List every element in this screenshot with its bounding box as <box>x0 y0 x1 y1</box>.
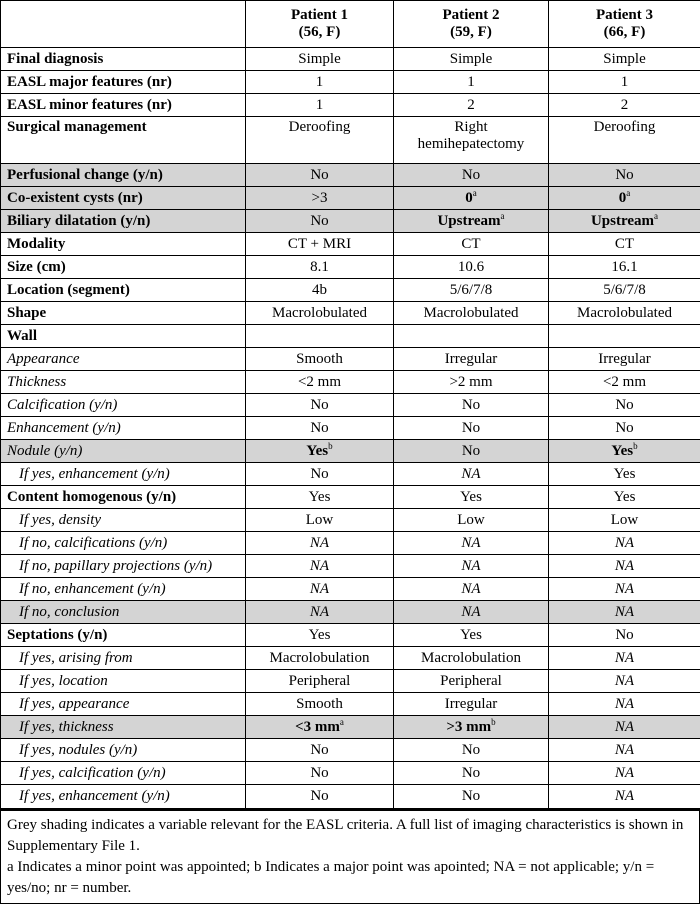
cell: Yes <box>246 624 394 647</box>
header-empty-cell <box>1 1 246 48</box>
row-label: Calcification (y/n) <box>1 394 246 417</box>
header-row <box>1 1 700 48</box>
footnote-shading-note: Grey shading indicates a variable relevant for the EASL criteria. A full list of imaging characteristics is shown in Supplementary File 1. <box>7 816 684 854</box>
cell: Deroofing <box>549 117 700 164</box>
cell: Low <box>549 509 700 532</box>
row-label: Size (cm) <box>1 256 246 279</box>
patient-3-header: Patient 3 (66, F) <box>549 1 700 48</box>
cell: NA <box>394 578 549 601</box>
cell: 4b <box>246 279 394 302</box>
cell: No <box>246 739 394 762</box>
cell: 10.6 <box>394 256 549 279</box>
cell: Macrolobulated <box>394 302 549 325</box>
cell: <3 $mm^a$ <box>246 716 394 739</box>
cell <box>246 325 394 348</box>
cell: Irregular <box>549 348 700 371</box>
row-label: If yes, location <box>1 670 246 693</box>
cell: NA <box>246 555 394 578</box>
cell: Peripheral <box>246 670 394 693</box>
cell: 16.1 <box>549 256 700 279</box>
cell: Deroofing <box>246 117 394 164</box>
cell: No <box>246 164 394 187</box>
row-label: If no, conclusion <box>1 601 246 624</box>
cell: Smooth <box>246 693 394 716</box>
table-row <box>1 417 700 440</box>
cell: 0$^a$ <box>549 187 700 210</box>
row-label: Co-existent cysts (nr) <box>1 187 246 210</box>
cell: Yes <box>549 463 700 486</box>
row-label: If yes, nodules (y/n) <box>1 739 246 762</box>
cell: Yes <box>549 486 700 509</box>
cell: Upstream$^a$ <box>549 210 700 233</box>
table-row <box>1 693 700 716</box>
cell: No <box>549 417 700 440</box>
row-label: If yes, appearance <box>1 693 246 716</box>
cell: NA <box>549 555 700 578</box>
cell: Irregular <box>394 348 549 371</box>
row-label: Nodule (y/n) <box>1 440 246 463</box>
row-label: Shape <box>1 302 246 325</box>
table-row <box>1 739 700 762</box>
row-label: Enhancement (y/n) <box>1 417 246 440</box>
cell: Simple <box>246 48 394 71</box>
table-row <box>1 578 700 601</box>
table-row <box>1 716 700 739</box>
row-label: Modality <box>1 233 246 256</box>
row-label: Final diagnosis <box>1 48 246 71</box>
table-row <box>1 624 700 647</box>
table-row <box>1 256 700 279</box>
table-row <box>1 785 700 808</box>
cell: Yes$^b$ <box>246 440 394 463</box>
cell: No <box>549 624 700 647</box>
cell: 2 <box>549 94 700 117</box>
cell: Yes <box>394 624 549 647</box>
row-label: If yes, thickness <box>1 716 246 739</box>
cell: >3 $mm^b$ <box>394 716 549 739</box>
cell: No <box>394 164 549 187</box>
cell: NA <box>549 762 700 785</box>
table-row <box>1 394 700 417</box>
cell: <2 mm <box>246 371 394 394</box>
row-label: Content homogenous (y/n) <box>1 486 246 509</box>
cell: No <box>394 739 549 762</box>
row-label: If yes, enhancement (y/n) <box>1 463 246 486</box>
row-label: If yes, enhancement (y/n) <box>1 785 246 808</box>
table-row <box>1 210 700 233</box>
cell: NA <box>549 739 700 762</box>
cell: 0$^a$ <box>394 187 549 210</box>
cell: NA <box>246 532 394 555</box>
cell: 1 <box>549 71 700 94</box>
row-label: If no, calcifications (y/n) <box>1 532 246 555</box>
cell: NA <box>549 647 700 670</box>
table-row <box>1 555 700 578</box>
cell: Macrolobulation <box>394 647 549 670</box>
cell: NA <box>246 601 394 624</box>
cell: Peripheral <box>394 670 549 693</box>
cell: >3 <box>246 187 394 210</box>
table-row <box>1 187 700 210</box>
row-label: If no, papillary projections (y/n) <box>1 555 246 578</box>
cell: >2 mm <box>394 371 549 394</box>
row-label: If yes, density <box>1 509 246 532</box>
cell: NA <box>394 463 549 486</box>
table-row <box>1 117 700 164</box>
cell: No <box>394 785 549 808</box>
cell: Macrolobulated <box>549 302 700 325</box>
table-row <box>1 71 700 94</box>
cell: 2 <box>394 94 549 117</box>
cell: NA <box>549 532 700 555</box>
cell: No <box>394 440 549 463</box>
row-label: If yes, arising from <box>1 647 246 670</box>
row-label: Surgical management <box>1 117 246 164</box>
table-row <box>1 762 700 785</box>
cell: NA <box>549 670 700 693</box>
patient-1-header: Patient 1 (56, F) <box>246 1 394 48</box>
cell: NA <box>394 555 549 578</box>
cell: Yes <box>394 486 549 509</box>
cell: No <box>246 785 394 808</box>
cell: No <box>246 394 394 417</box>
table-row <box>1 348 700 371</box>
cell: No <box>246 463 394 486</box>
cell: <2 mm <box>549 371 700 394</box>
cell: Low <box>246 509 394 532</box>
table-row <box>1 302 700 325</box>
cell: No <box>549 164 700 187</box>
cell: No <box>394 417 549 440</box>
cell <box>394 325 549 348</box>
cell: Macrolobulated <box>246 302 394 325</box>
table-row <box>1 670 700 693</box>
row-label: Thickness <box>1 371 246 394</box>
cell <box>549 325 700 348</box>
table-row <box>1 601 700 624</box>
cell: CT <box>394 233 549 256</box>
cell: NA <box>549 716 700 739</box>
cell: Upstream$^a$ <box>394 210 549 233</box>
table-row <box>1 486 700 509</box>
table-row <box>1 509 700 532</box>
cell: No <box>246 417 394 440</box>
cell: NA <box>549 693 700 716</box>
cell: No <box>549 394 700 417</box>
cell: No <box>246 210 394 233</box>
table-row <box>1 279 700 302</box>
cell: Yes <box>246 486 394 509</box>
cell: Low <box>394 509 549 532</box>
cell: 1 <box>246 94 394 117</box>
table-row <box>1 325 700 348</box>
table-row <box>1 371 700 394</box>
cell: NA <box>246 578 394 601</box>
row-label: EASL minor features (nr) <box>1 94 246 117</box>
table-row <box>1 440 700 463</box>
cell: Simple <box>549 48 700 71</box>
patient-2-header: Patient 2 (59, F) <box>394 1 549 48</box>
cell: NA <box>394 532 549 555</box>
row-label: If no, enhancement (y/n) <box>1 578 246 601</box>
cell: NA <box>549 785 700 808</box>
cell: CT <box>549 233 700 256</box>
cell: 5/6/7/8 <box>549 279 700 302</box>
row-label: Location (segment) <box>1 279 246 302</box>
row-label: Wall <box>1 325 246 348</box>
row-label: Perfusional change (y/n) <box>1 164 246 187</box>
cell: NA <box>394 601 549 624</box>
table-row <box>1 94 700 117</box>
row-label: Septations (y/n) <box>1 624 246 647</box>
cell: 8.1 <box>246 256 394 279</box>
cell: No <box>246 762 394 785</box>
cell: Irregular <box>394 693 549 716</box>
cell: Simple <box>394 48 549 71</box>
cell: 5/6/7/8 <box>394 279 549 302</box>
table-row <box>1 647 700 670</box>
cell: 1 <box>246 71 394 94</box>
cell: NA <box>549 578 700 601</box>
cell: No <box>394 394 549 417</box>
row-label: If yes, calcification (y/n) <box>1 762 246 785</box>
cell: Macrolobulation <box>246 647 394 670</box>
table-row <box>1 233 700 256</box>
table-row <box>1 532 700 555</box>
table-row <box>1 463 700 486</box>
row-label: Biliary dilatation (y/n) <box>1 210 246 233</box>
cell: Yes$^b$ <box>549 440 700 463</box>
row-label: EASL major features (nr) <box>1 71 246 94</box>
cell: 1 <box>394 71 549 94</box>
row-label: Appearance <box>1 348 246 371</box>
cell: NA <box>549 601 700 624</box>
footnote-legend: a Indicates a minor point was appointed; b Indicates a major point was apointed; NA = not applicable; y/n = yes/no; nr = number. <box>7 858 655 896</box>
cell: Right hemihepatectomy <box>394 117 549 164</box>
table-row <box>1 48 700 71</box>
cell: CT + MRI <box>246 233 394 256</box>
table-footnote <box>0 808 700 904</box>
cell: Smooth <box>246 348 394 371</box>
cell: No <box>394 762 549 785</box>
table-row <box>1 164 700 187</box>
